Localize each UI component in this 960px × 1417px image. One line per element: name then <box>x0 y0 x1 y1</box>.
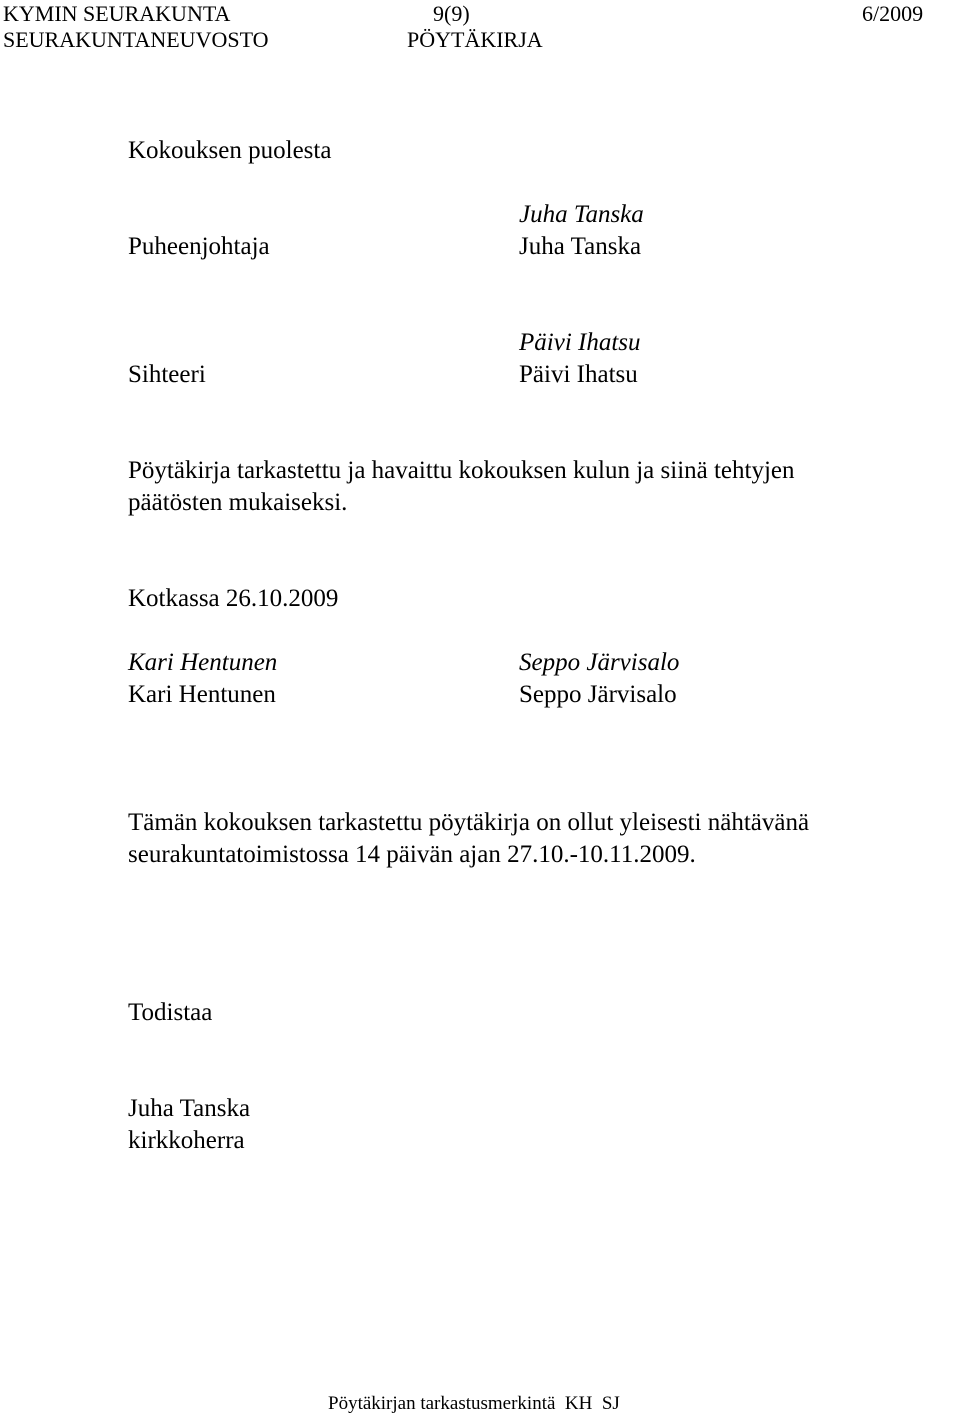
checker-1-signature: Kari Hentunen <box>128 649 278 676</box>
notice-line-2: seurakuntatoimistossa 14 päivän ajan 27.10.-10.11.2009. <box>128 841 696 868</box>
attestation-label: Todistaa <box>128 999 213 1026</box>
chair-signature: Juha Tanska <box>519 201 644 228</box>
header-meeting-number: 6/2009 <box>862 1 924 26</box>
chair-role: Puheenjohtaja <box>128 233 270 260</box>
header-org: KYMIN SEURAKUNTA <box>3 1 231 26</box>
place-date: Kotkassa 26.10.2009 <box>128 585 339 612</box>
chair-name: Juha Tanska <box>519 233 642 260</box>
secretary-signature: Päivi Ihatsu <box>519 329 641 356</box>
header-page-number: 9(9) <box>433 1 470 26</box>
footer-mark: Pöytäkirjan tarkastusmerkintä KH SJ <box>328 1393 620 1414</box>
header-body: SEURAKUNTANEUVOSTO <box>3 27 269 52</box>
header-doc-type: PÖYTÄKIRJA <box>407 27 543 52</box>
attestation-title: kirkkoherra <box>128 1127 245 1154</box>
secretary-role: Sihteeri <box>128 361 206 388</box>
notice-line-1: Tämän kokouksen tarkastettu pöytäkirja on ollut yleisesti nähtävänä <box>128 809 810 836</box>
secretary-name: Päivi Ihatsu <box>519 361 638 388</box>
signing-intro: Kokouksen puolesta <box>128 137 332 164</box>
checker-2-name: Seppo Järvisalo <box>519 681 677 708</box>
checker-1-name: Kari Hentunen <box>128 681 276 708</box>
verification-line-1: Pöytäkirja tarkastettu ja havaittu kokouksen kulun ja siinä tehtyjen <box>128 457 795 484</box>
checker-2-signature: Seppo Järvisalo <box>519 649 680 676</box>
attestation-name: Juha Tanska <box>128 1095 251 1122</box>
verification-line-2: päätösten mukaiseksi. <box>128 489 348 516</box>
